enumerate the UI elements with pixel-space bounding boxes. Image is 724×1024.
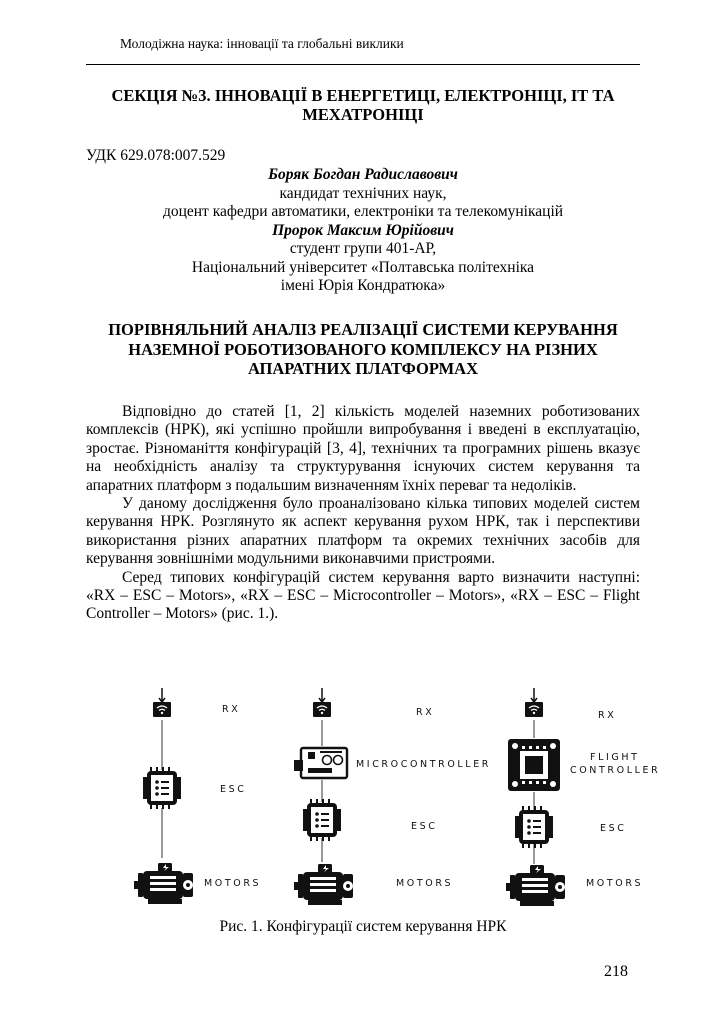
body-text [86,403,640,624]
flight-controller-icon [508,739,560,791]
running-header: Молодіжна наука: інновації та глобальні виклики [120,36,404,51]
author2-name: Пророк Максим Юрійович [272,221,454,239]
affiliation-line1: Національний університет «Полтавська політехніка [191,258,535,276]
paragraph-1: Відповідно до статей [1, 2] кількість моделей наземних роботизованих комплексів (НРК), які успішно пройшли випробування і введені в експлуатацію, зростає. Різноманіття конфігурацій [3, 4], технічних та програмних рішень вказує на необхідність аналізу та структурування існуючих систем керування та апаратних платформ з подальшим визначенням їхніх переваг та недоліків. [86,403,640,494]
author1-position: доцент кафедри автоматики, електроніки та телекомунікацій [162,203,564,220]
rx-icon [313,688,331,717]
header-rule [86,64,640,65]
author-block [86,166,640,296]
paragraph-3: Серед типових конфігурацій систем керування варто визначити наступні: «RX – ESC – Motors», «RX – ESC – Microcontroller – Motors», «RX – ESC – Flight Controller – Motors» (рис. 1.). [86,568,640,623]
esc-icon [515,806,553,848]
rx-icon [153,688,171,717]
section-heading-line1: СЕКЦІЯ №3. ІННОВАЦІЇ В ЕНЕРГЕТИЦІ, ЕЛЕКТРОНІЦІ, ІТ ТА [111,86,615,105]
configurations-diagram [86,678,661,918]
esc-label: ESC [411,821,438,832]
esc-label: ESC [600,823,627,834]
paper-title [86,320,640,379]
author1-name: Боряк Богдан Радиславович [268,166,458,183]
motor-icon [134,863,193,904]
motor-icon [294,864,353,905]
page-number: 218 [604,963,628,980]
title-line3: АПАРАТНИХ ПЛАТФОРМАХ [247,359,479,378]
rx-icon [525,688,543,717]
rx-label: RX [222,704,241,715]
section-heading-line2: МЕХАТРОНІЦІ [302,105,424,124]
title-line2: НАЗЕМНОЇ РОБОТИЗОВАНОГО КОМПЛЕКСУ НА РІЗНИХ [128,339,598,359]
affiliation-line2: імені Юрія Кондратюка» [280,277,446,294]
config-rx-esc-microcontroller-motors [294,688,491,905]
figure-1 [86,678,661,918]
esc-label: ESC [220,784,247,795]
config-rx-esc-flight-controller-motors [506,688,660,906]
motors-label: MOTORS [396,878,454,889]
microcontroller-icon [294,748,347,778]
title-line1: ПОРІВНЯЛЬНИЙ АНАЛІЗ РЕАЛІЗАЦІЇ СИСТЕМИ КЕРУВАННЯ [108,320,618,339]
motor-icon [506,865,565,906]
udk-code: УДК 629.078:007.529 [86,147,226,164]
motors-label: MOTORS [204,878,262,889]
rx-label: RX [416,707,435,718]
flight-label: FLIGHT [590,752,640,763]
esc-icon [143,767,181,809]
motors-label: MOTORS [586,878,644,889]
config-rx-esc-motors [134,688,261,904]
figure-caption: Рис. 1. Конфігурації систем керування НРК [219,918,507,935]
author2-group: студент групи 401-АР, [289,240,437,257]
microcontroller-label: MICROCONTROLLER [356,759,491,770]
rx-label: RX [598,710,617,721]
controller-label: CONTROLLER [570,765,661,776]
paragraph-2: У даному дослідження було проаналізовано кілька типових моделей систем керування НРК. Розглянуто як аспект керування рухом НРК, так і перспективи використання різних апаратних платформ та окремих технічних засобів для керування зовнішніми модульними виконавчими пристроями. [86,495,640,568]
esc-icon [303,799,341,841]
section-heading [86,86,640,124]
author1-degree: кандидат технічних наук, [279,184,447,202]
